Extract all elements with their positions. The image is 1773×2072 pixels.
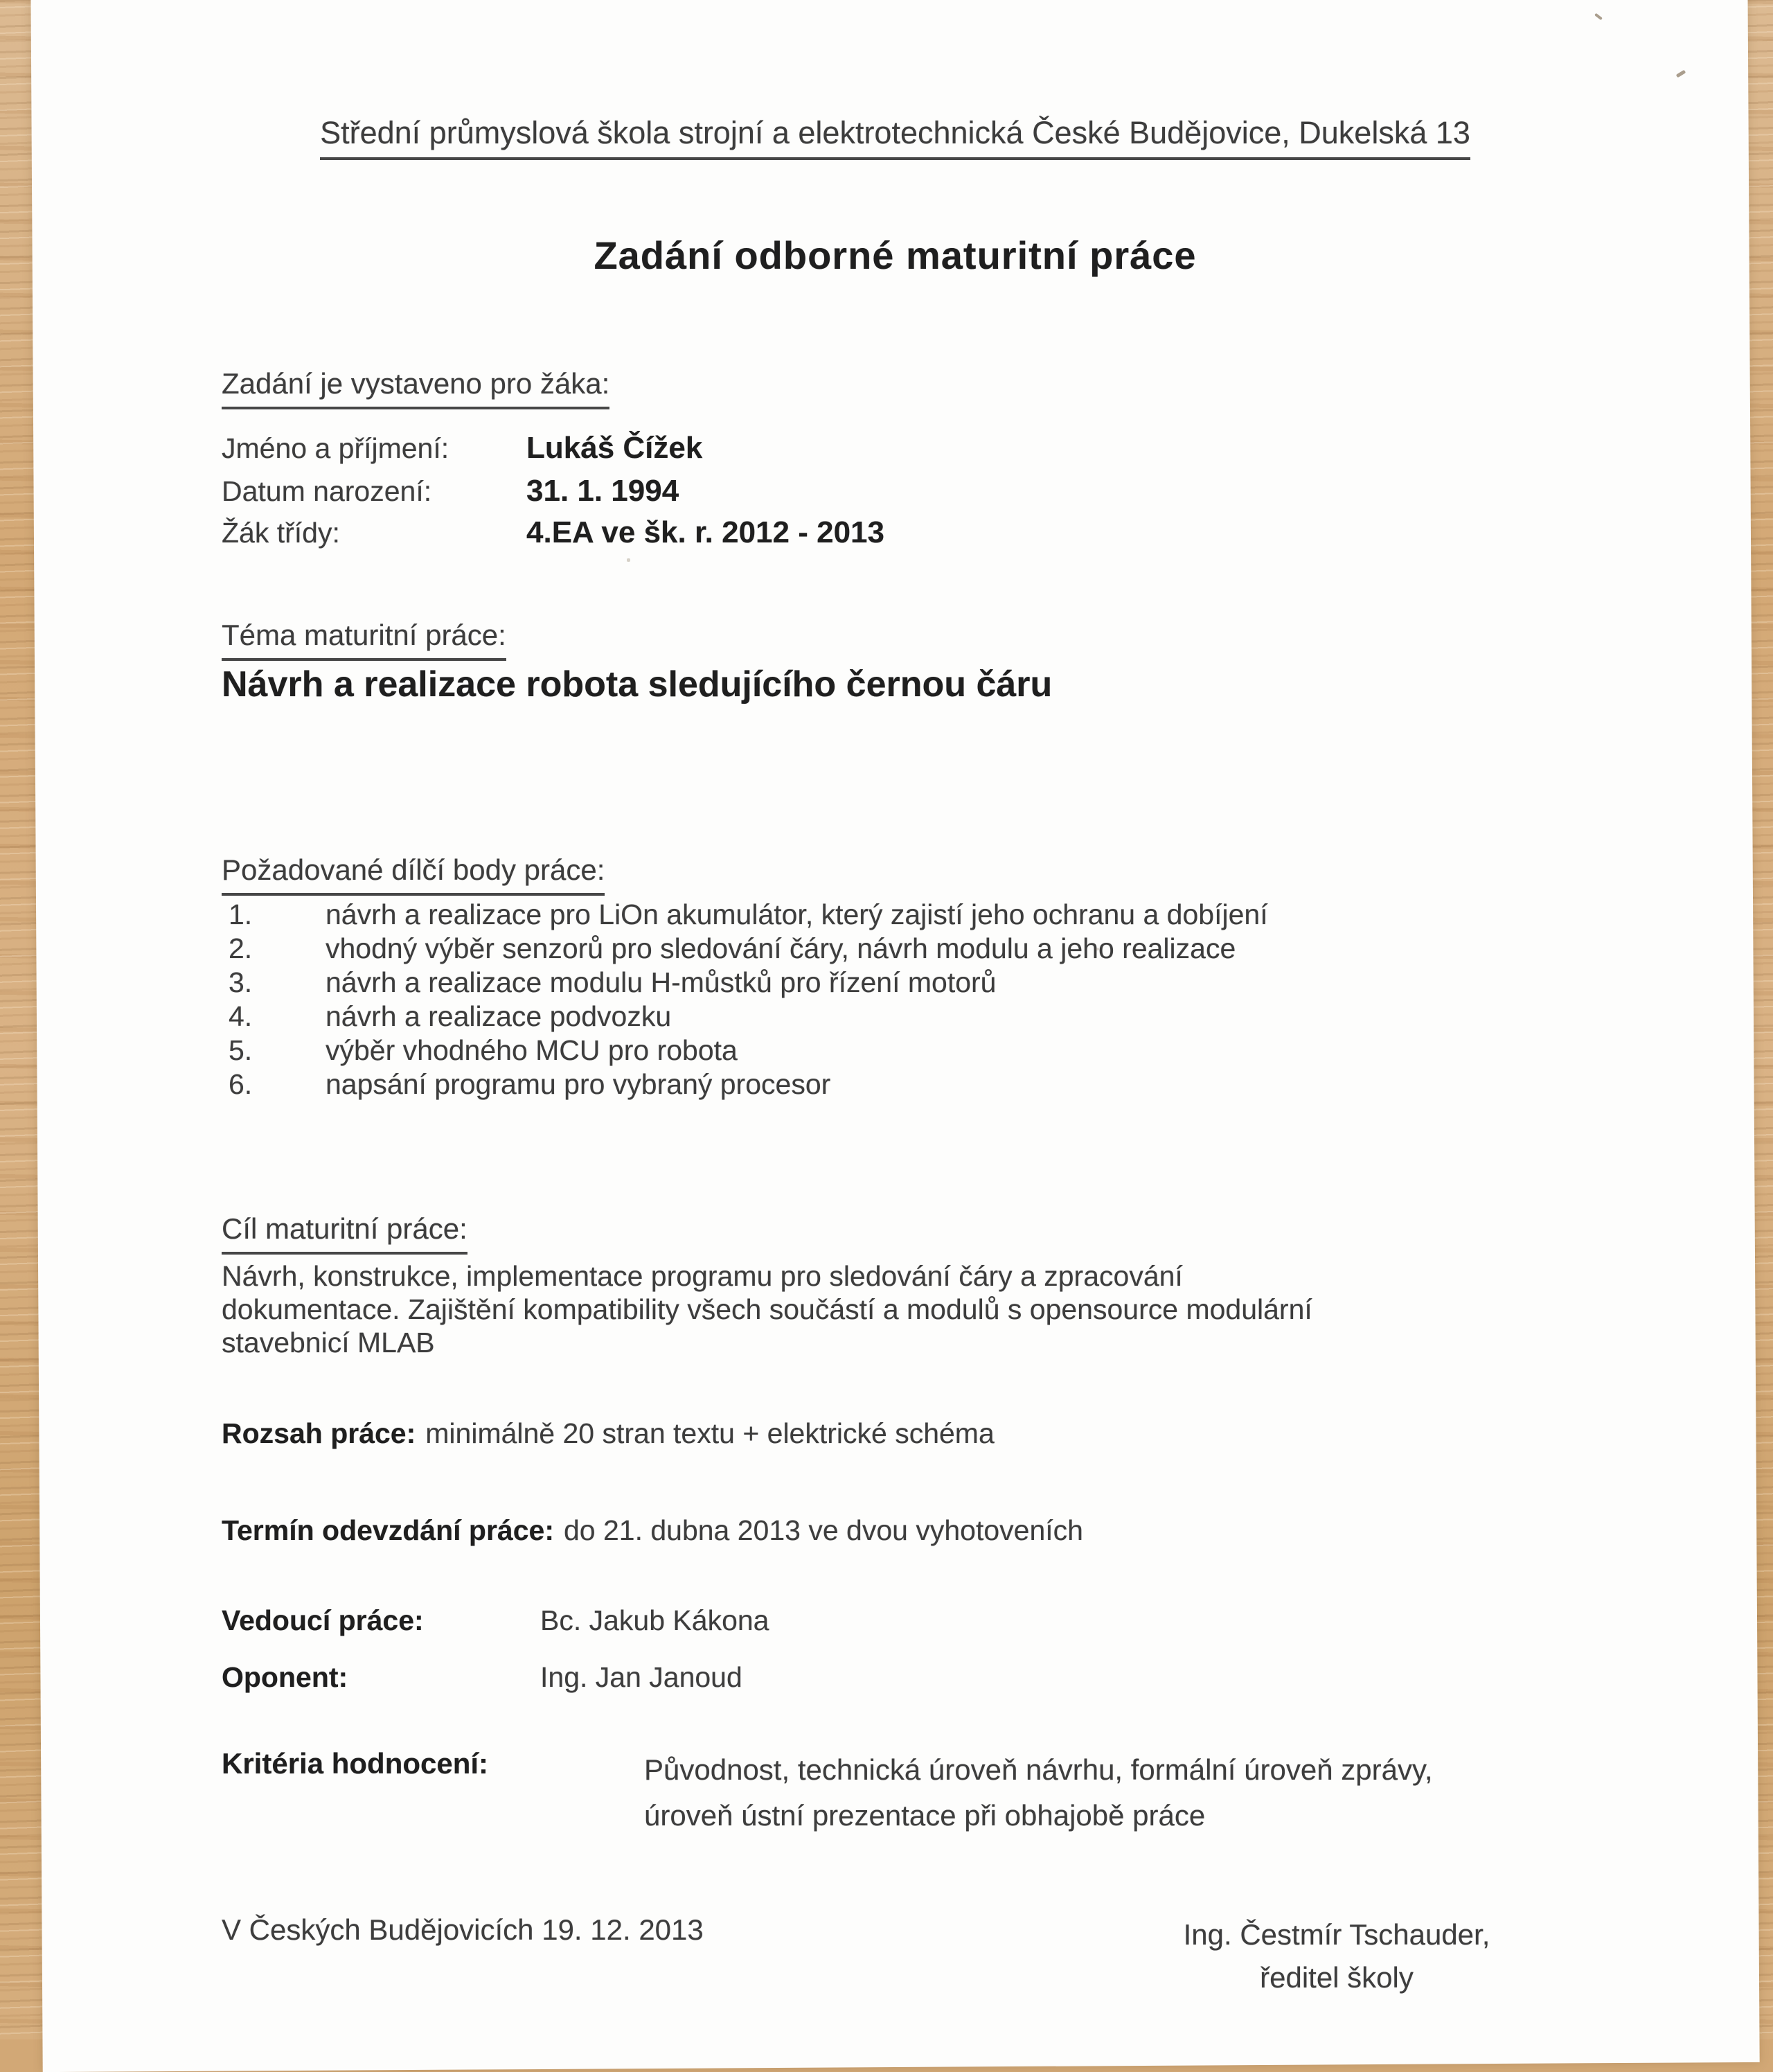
point-text: návrh a realizace podvozku	[326, 1000, 672, 1032]
student-name-row	[222, 431, 702, 466]
point-item	[229, 1034, 1268, 1068]
signature-block	[1122, 1913, 1551, 1999]
school-header-text: Střední průmyslová škola strojní a elektrotechnická České Budějovice, Dukelská 13	[320, 115, 1470, 160]
opponent-value: Ing. Jan Janoud	[540, 1661, 742, 1693]
goal-text-line: stavebnicí MLAB	[222, 1327, 435, 1358]
supervisor-row	[222, 1604, 769, 1637]
supervisor-value: Bc. Jakub Kákona	[540, 1604, 769, 1636]
deadline-value: do 21. dubna 2013 ve dvou vyhotoveních	[563, 1514, 1083, 1546]
point-number: 2.	[229, 932, 253, 964]
points-list	[229, 898, 1268, 1101]
criteria-label: Kritéria hodnocení:	[222, 1747, 489, 1780]
point-item	[229, 966, 1268, 1000]
student-class-label: Žák třídy:	[222, 517, 340, 549]
student-name-label: Jméno a příjmení:	[222, 432, 449, 464]
point-number: 4.	[229, 1000, 253, 1032]
document-title: Zadání odborné maturitní práce	[594, 233, 1197, 277]
supervisor-label: Vedoucí práce:	[222, 1604, 424, 1636]
points-section-heading: Požadované dílčí body práce:	[222, 853, 605, 896]
point-number: 3.	[229, 966, 253, 998]
point-item	[229, 1068, 1268, 1101]
opponent-row	[222, 1661, 742, 1694]
point-text: návrh a realizace pro LiOn akumulátor, který zajistí jeho ochranu a dobíjení	[326, 898, 1268, 930]
goal-text-line: dokumentace. Zajištění kompatibility všech součástí a modulů s opensource modulární	[222, 1293, 1312, 1325]
topic-section-heading: Téma maturitní práce:	[222, 619, 506, 661]
scope-value: minimálně 20 stran textu + elektrické schéma	[425, 1417, 995, 1449]
point-number: 6.	[229, 1068, 253, 1100]
opponent-label: Oponent:	[222, 1661, 348, 1693]
point-text: vhodný výběr senzorů pro sledování čáry, návrh modulu a jeho realizace	[326, 932, 1236, 964]
goal-text	[222, 1259, 1538, 1359]
student-birthdate-label: Datum narození:	[222, 475, 432, 507]
point-number: 5.	[229, 1034, 253, 1066]
criteria-text: Původnost, technická úroveň návrhu, formální úroveň zprávy, úroveň ústní prezentace při obhajobě práce	[644, 1753, 1433, 1832]
scan-speckle	[1676, 70, 1686, 78]
student-class-value: 4.EA ve šk. r. 2012 - 2013	[526, 515, 884, 549]
point-item	[229, 898, 1268, 932]
student-birthdate-value: 31. 1. 1994	[526, 474, 679, 508]
scan-speckle	[627, 558, 630, 562]
scope-label: Rozsah práce:	[222, 1417, 416, 1449]
student-name-value: Lukáš Čížek	[526, 431, 703, 465]
student-birthdate-row	[222, 474, 679, 508]
school-header	[37, 115, 1754, 160]
point-item	[229, 932, 1268, 966]
deadline-label: Termín odevzdání práce:	[222, 1514, 554, 1546]
deadline-line	[222, 1514, 1083, 1547]
signature-name: Ing. Čestmír Tschauder,	[1183, 1918, 1490, 1951]
footer-place-date: V Českých Budějovicích 19. 12. 2013	[222, 1913, 704, 1946]
scan-speckle	[1096, 948, 1099, 950]
student-class-row	[222, 515, 884, 550]
point-number: 1.	[229, 898, 253, 930]
scan-speckle	[1594, 13, 1603, 21]
point-text: výběr vhodného MCU pro robota	[326, 1034, 738, 1066]
point-text: návrh a realizace modulu H-můstků pro řízení motorů	[326, 966, 997, 998]
signature-role: ředitel školy	[1260, 1961, 1414, 1994]
student-section-heading: Zadání je vystaveno pro žáka:	[222, 367, 609, 409]
scope-line	[222, 1417, 995, 1450]
point-text: napsání programu pro vybraný procesor	[326, 1068, 831, 1100]
thesis-topic-title: Návrh a realizace robota sledujícího černou čáru	[222, 664, 1053, 705]
goal-text-line: Návrh, konstrukce, implementace programu pro sledování čáry a zpracování	[222, 1260, 1183, 1292]
point-item	[229, 1000, 1268, 1034]
goal-section-heading: Cíl maturitní práce:	[222, 1212, 467, 1255]
